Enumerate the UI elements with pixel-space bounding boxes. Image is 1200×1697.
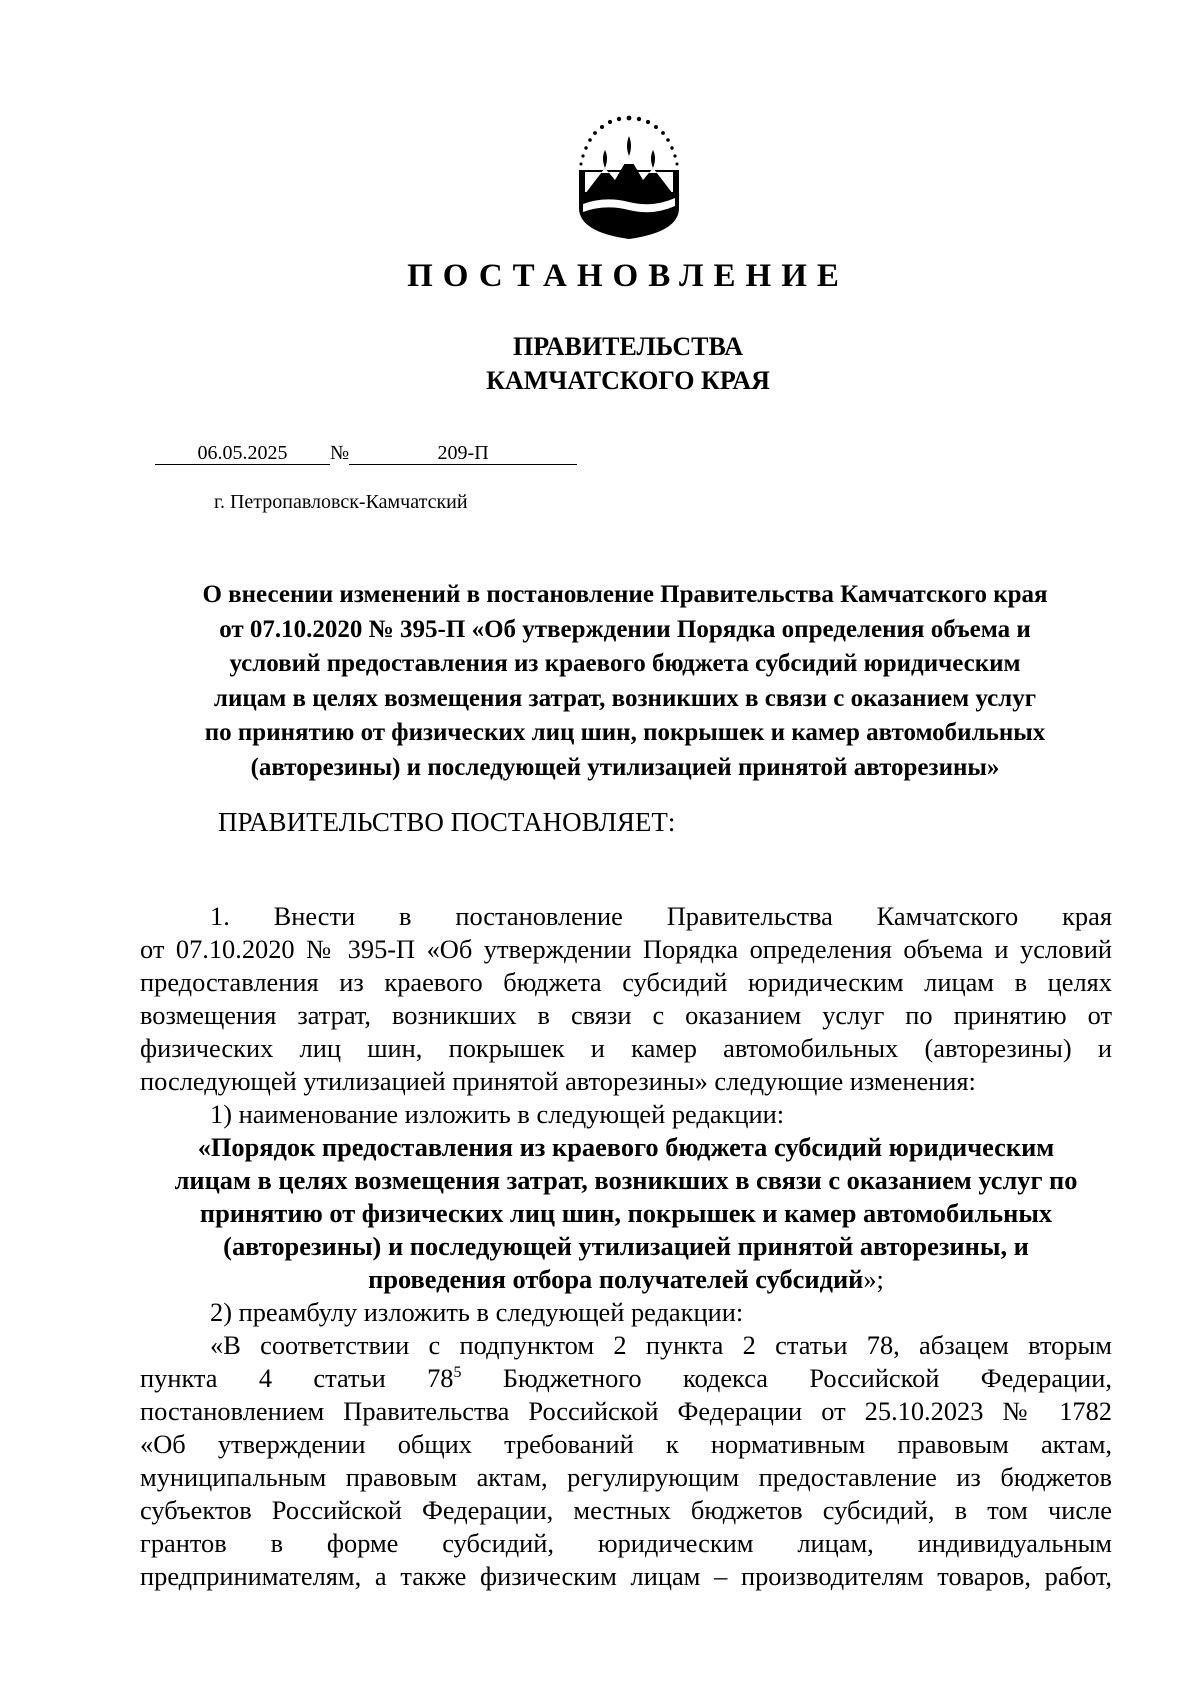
subject-line: О внесении изменений в постановление Правительства Камчатского края bbox=[202, 581, 1048, 608]
body-line: «В соответствии с подпунктом 2 пункта 2 статьи 78, абзацем вторым bbox=[210, 1330, 1112, 1360]
subject-line: от 07.10.2020 № 395-П «Об утверждении Порядка определения объема и bbox=[219, 615, 1031, 643]
new-title-line bbox=[140, 1263, 1112, 1296]
document-type-title: ПОСТАНОВЛЕНИЕ bbox=[407, 258, 849, 294]
authority-line: КАМЧАТСКОГО КРАЯ bbox=[486, 366, 770, 395]
subject-line: по принятию от физических лиц шин, покрышек и камер автомобильных bbox=[204, 719, 1046, 746]
superscript: 5 bbox=[453, 1364, 462, 1381]
subject-line: условий предоставления из краевого бюджета субсидий юридическим bbox=[229, 650, 1021, 677]
amendment-item-1: 1) наименование изложить в следующей редакции: bbox=[210, 1099, 785, 1129]
body-line: возмещения затрат, возникших в связи с оказанием услуг по принятию от bbox=[140, 1000, 1112, 1030]
document-subject bbox=[135, 578, 1115, 785]
body-line: физических лиц шин, покрышек и камер автомобильных (авторезины) и bbox=[140, 1033, 1112, 1063]
document-date: 06.05.2025 bbox=[155, 442, 330, 465]
amendment-item-2: 2) преамбулу изложить в следующей редакции: bbox=[210, 1297, 744, 1327]
new-title-line: «Порядок предоставления из краевого бюджета субсидий юридическим bbox=[197, 1132, 1055, 1162]
body-line: «Об утверждении общих требований к нормативным правовым актам, bbox=[140, 1429, 1112, 1459]
preamble-text: пункта 4 статьи 78 bbox=[140, 1363, 454, 1393]
new-title-line: принятию от физических лиц шин, покрышек и камер автомобильных bbox=[199, 1198, 1053, 1228]
body-line: предпринимателям, а также физическим лицам – производителям товаров, работ, bbox=[140, 1561, 1112, 1591]
body-line: последующей утилизацией принятой авторезины» следующие изменения: bbox=[140, 1066, 976, 1096]
body-line: грантов в форме субсидий, юридическим лицам, индивидуальным bbox=[140, 1528, 1112, 1558]
authority-line: ПРАВИТЕЛЬСТВА bbox=[513, 332, 743, 361]
body-line: субъектов Российской Федерации, местных бюджетов субсидий, в том числе bbox=[140, 1495, 1112, 1525]
number-sign: № bbox=[330, 442, 350, 464]
body-line: от 07.10.2020 № 395-П «Об утверждении Порядка определения объема и условий bbox=[140, 934, 1112, 964]
subject-line: лицам в целях возмещения затрат, возникших в связи с оказанием услуг bbox=[213, 684, 1037, 712]
body-line: постановлением Правительства Российской Федерации от 25.10.2023 № 1782 bbox=[140, 1396, 1112, 1426]
body-line: муниципальным правовым актам, регулирующим предоставление из бюджетов bbox=[140, 1462, 1112, 1492]
new-title-line: лицам в целях возмещения затрат, возникших в связи с оказанием услуг по bbox=[174, 1165, 1078, 1195]
new-title-last-bold: проведения отбора получателей субсидий bbox=[368, 1264, 864, 1294]
preamble-text: Бюджетного кодекса Российской Федерации, bbox=[461, 1363, 1113, 1393]
date-number-line bbox=[155, 440, 577, 466]
new-title-line: (авторезины) и последующей утилизацией принятой авторезины, и bbox=[223, 1231, 1029, 1261]
body-line bbox=[140, 1362, 1112, 1395]
body-line: 1. Внести в постановление Правительства Камчатского края bbox=[210, 901, 1112, 931]
new-title-closing: »; bbox=[863, 1264, 884, 1294]
decree-formula: ПРАВИТЕЛЬСТВО ПОСТАНОВЛЯЕТ: bbox=[218, 807, 676, 837]
city-of-issue: г. Петропавловск-Камчатский bbox=[214, 491, 468, 513]
coat-of-arms-emblem bbox=[575, 112, 683, 240]
body-line: предоставления из краевого бюджета субсидий юридическим лицам в целях bbox=[140, 967, 1112, 997]
document-body bbox=[140, 900, 1112, 1593]
issuing-authority bbox=[0, 330, 1200, 398]
document-number: 209-П bbox=[349, 442, 577, 465]
subject-line: (авторезины) и последующей утилизацией принятой авторезины» bbox=[250, 753, 1000, 781]
